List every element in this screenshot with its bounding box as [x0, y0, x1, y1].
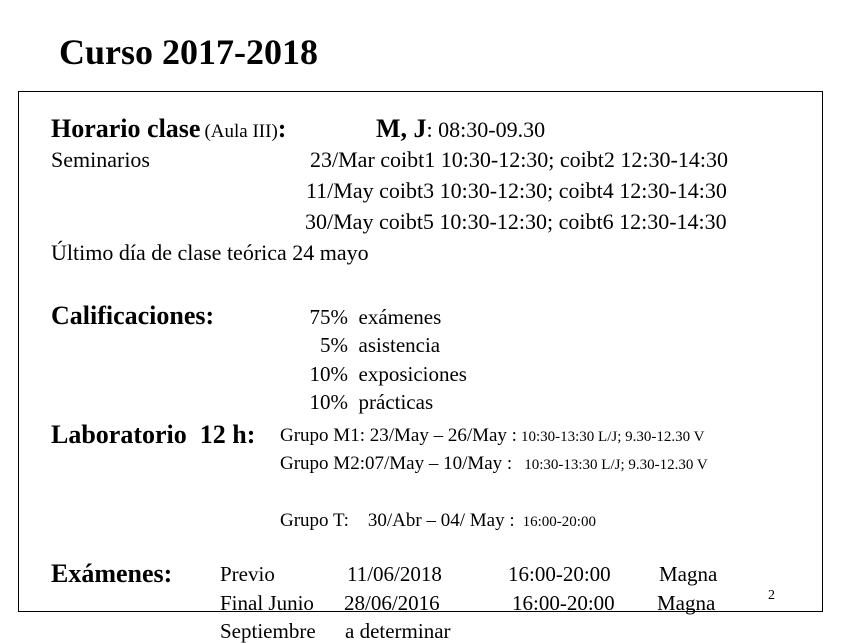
horario-time-row: [376, 116, 545, 142]
examen-date: 28/06/2016: [344, 591, 440, 615]
laboratorio-label: Laboratorio 12 h:: [51, 420, 256, 449]
calificacion-item: 10% prácticas: [309, 390, 434, 414]
examen-time: 16:00-20:00: [508, 562, 611, 586]
page-number: 2: [768, 588, 775, 603]
horario-days: M, J: [376, 114, 427, 143]
examen-name: Final Junio: [220, 591, 314, 615]
examen-place: Magna: [657, 591, 716, 615]
horario-aula: (Aula III): [204, 121, 278, 142]
ultimo-dia: Último día de clase teórica 24 mayo: [51, 240, 369, 265]
calificacion-item: 75% exámenes: [309, 305, 442, 329]
seminario-line: 30/May coibt5 10:30-12:30; coibt6 12:30-14:30: [305, 209, 727, 234]
examen-date: a determinar: [345, 619, 451, 643]
examen-place: Magna: [659, 562, 718, 586]
examen-name: Previo: [220, 562, 275, 586]
horario-label: Horario clase: [51, 114, 201, 143]
seminario-line: 11/May coibt3 10:30-12:30; coibt4 12:30-14:30: [306, 178, 727, 203]
calificacion-item: 10% exposiciones: [309, 362, 467, 386]
calificacion-item: 5% asistencia: [320, 333, 441, 357]
horario-row: [51, 116, 286, 142]
calificaciones-label: Calificaciones:: [51, 301, 215, 330]
examen-time: 16:00-20:00: [512, 591, 615, 615]
lab-grupo-t: Grupo T: 30/Abr – 04/ May : 16:00-20:00: [280, 510, 596, 531]
seminarios-label: Seminarios: [51, 147, 150, 172]
horario-colon: :: [277, 114, 287, 143]
lab-grupo-m2: Grupo M2:07/May – 10/May : 10:30-13:30 L/J; 9.30-12.30 V: [280, 453, 708, 474]
examen-date: 11/06/2018: [347, 562, 442, 586]
seminario-line: 23/Mar coibt1 10:30-12:30; coibt2 12:30-14:30: [310, 147, 728, 172]
examenes-label: Exámenes:: [51, 559, 173, 588]
examen-name: Septiembre: [220, 619, 316, 643]
horario-time: : 08:30-09.30: [426, 117, 546, 142]
page-title: Curso 2017-2018: [59, 32, 318, 72]
lab-grupo-m1: Grupo M1: 23/May – 26/May : 10:30-13:30 L/J; 9.30-12.30 V: [280, 425, 705, 446]
